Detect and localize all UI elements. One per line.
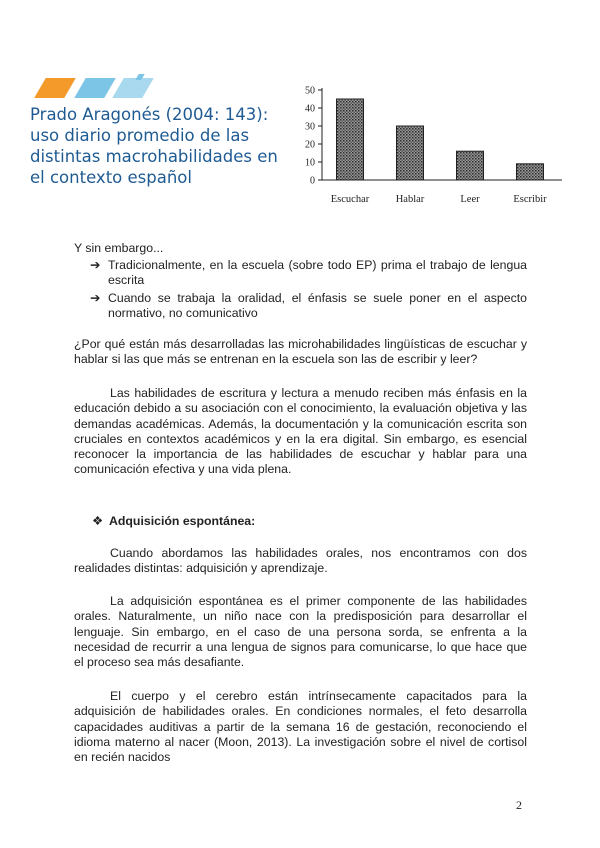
- paragraph-body-brain: El cuerpo y el cerebro están intrínsecamente capacitados para la adquisición de habilidades orales. En condiciones normales, el feto desarrolla capacidades auditivas a partir de la semana 16 de gestación, reconociendo el idioma materno al nacer (Moon, 2013). La investigación sobre el nivel de cortisol en recién nacidos: [74, 689, 527, 765]
- page-number: 2: [516, 798, 522, 812]
- y-tick-label: 20: [305, 139, 315, 151]
- arrow-right-icon: ➔: [90, 258, 101, 272]
- x-tick-label: Hablar: [395, 194, 425, 205]
- question-paragraph: ¿Por qué están más desarrolladas las microhabilidades lingüísticas de escuchar y hablar si las que más se entrenan en la escuela son las de escribir y leer?: [74, 337, 527, 367]
- x-tick-label: Leer: [460, 194, 480, 205]
- x-tick-label: Escuchar: [330, 194, 370, 205]
- list-item: [90, 291, 527, 322]
- figure-heading: [30, 104, 280, 188]
- bar-chart: [292, 80, 572, 210]
- heading-line: el contexto español: [30, 168, 192, 187]
- section-heading: [92, 514, 255, 528]
- paragraph-spontaneous-acquisition: La adquisición espontánea es el primer componente de las habilidades orales. Naturalmente, un niño nace con la predisposición para desarrollar el lenguaje. Sin embargo, en el caso de una persona sorda, se enfrenta a la necesidad de recurrir a una lengua de signos para comunicarse, lo que hace que el proceso sea más desafiante.: [74, 594, 527, 670]
- y-tick-label: 30: [305, 121, 315, 133]
- y-tick-label: 10: [305, 157, 315, 169]
- y-tick-label: 0: [310, 175, 315, 187]
- diamond-bullet-icon: ❖: [92, 514, 104, 528]
- light-blue-stripe-decoration: [112, 78, 154, 98]
- heading-line: distintas macrohabilidades en: [30, 147, 278, 166]
- bar: [337, 99, 364, 180]
- paragraph-oral-realities: Cuando abordamos las habilidades orales, nos encontramos con dos realidades distintas: adquisición y aprendizaje.: [74, 546, 527, 576]
- heading-line: Prado Aragonés (2004: 143):: [30, 105, 269, 124]
- list-item: [90, 258, 527, 289]
- y-tick-label: 40: [305, 103, 315, 115]
- blue-stripe-decoration: [74, 78, 116, 98]
- y-tick-label: 50: [305, 85, 315, 97]
- bar: [517, 164, 544, 180]
- bullet-text: Tradicionalmente, en la escuela (sobre todo EP) prima el trabajo de lengua escrita: [108, 258, 527, 288]
- bar: [457, 151, 484, 180]
- x-tick-label: Escribir: [513, 194, 547, 205]
- bullet-list: [90, 258, 527, 321]
- section-title: Adquisición espontánea:: [109, 514, 256, 528]
- bullet-text: Cuando se trabaja la oralidad, el énfasis se suele poner en el aspecto normativo, no comunicativo: [108, 290, 527, 320]
- arrow-right-icon: ➔: [90, 290, 101, 305]
- intro-text: Y sin embargo...: [74, 241, 164, 255]
- orange-stripe-decoration: [34, 78, 76, 98]
- paragraph-writing-emphasis: Las habilidades de escritura y lectura a menudo reciben más énfasis en la educación debido a su asociación con el conocimiento, la evaluación objetiva y las demandas académicas. Además, la documentación y la comunicación escrita son cruciales en contextos académicos y en la era digital. Sin embargo, es esencial reconocer la importancia de las habilidades de escuchar y hablar para una comunicación efectiva y una vida plena.: [74, 386, 527, 477]
- heading-line: uso diario promedio de las: [30, 126, 250, 145]
- bar: [397, 126, 424, 180]
